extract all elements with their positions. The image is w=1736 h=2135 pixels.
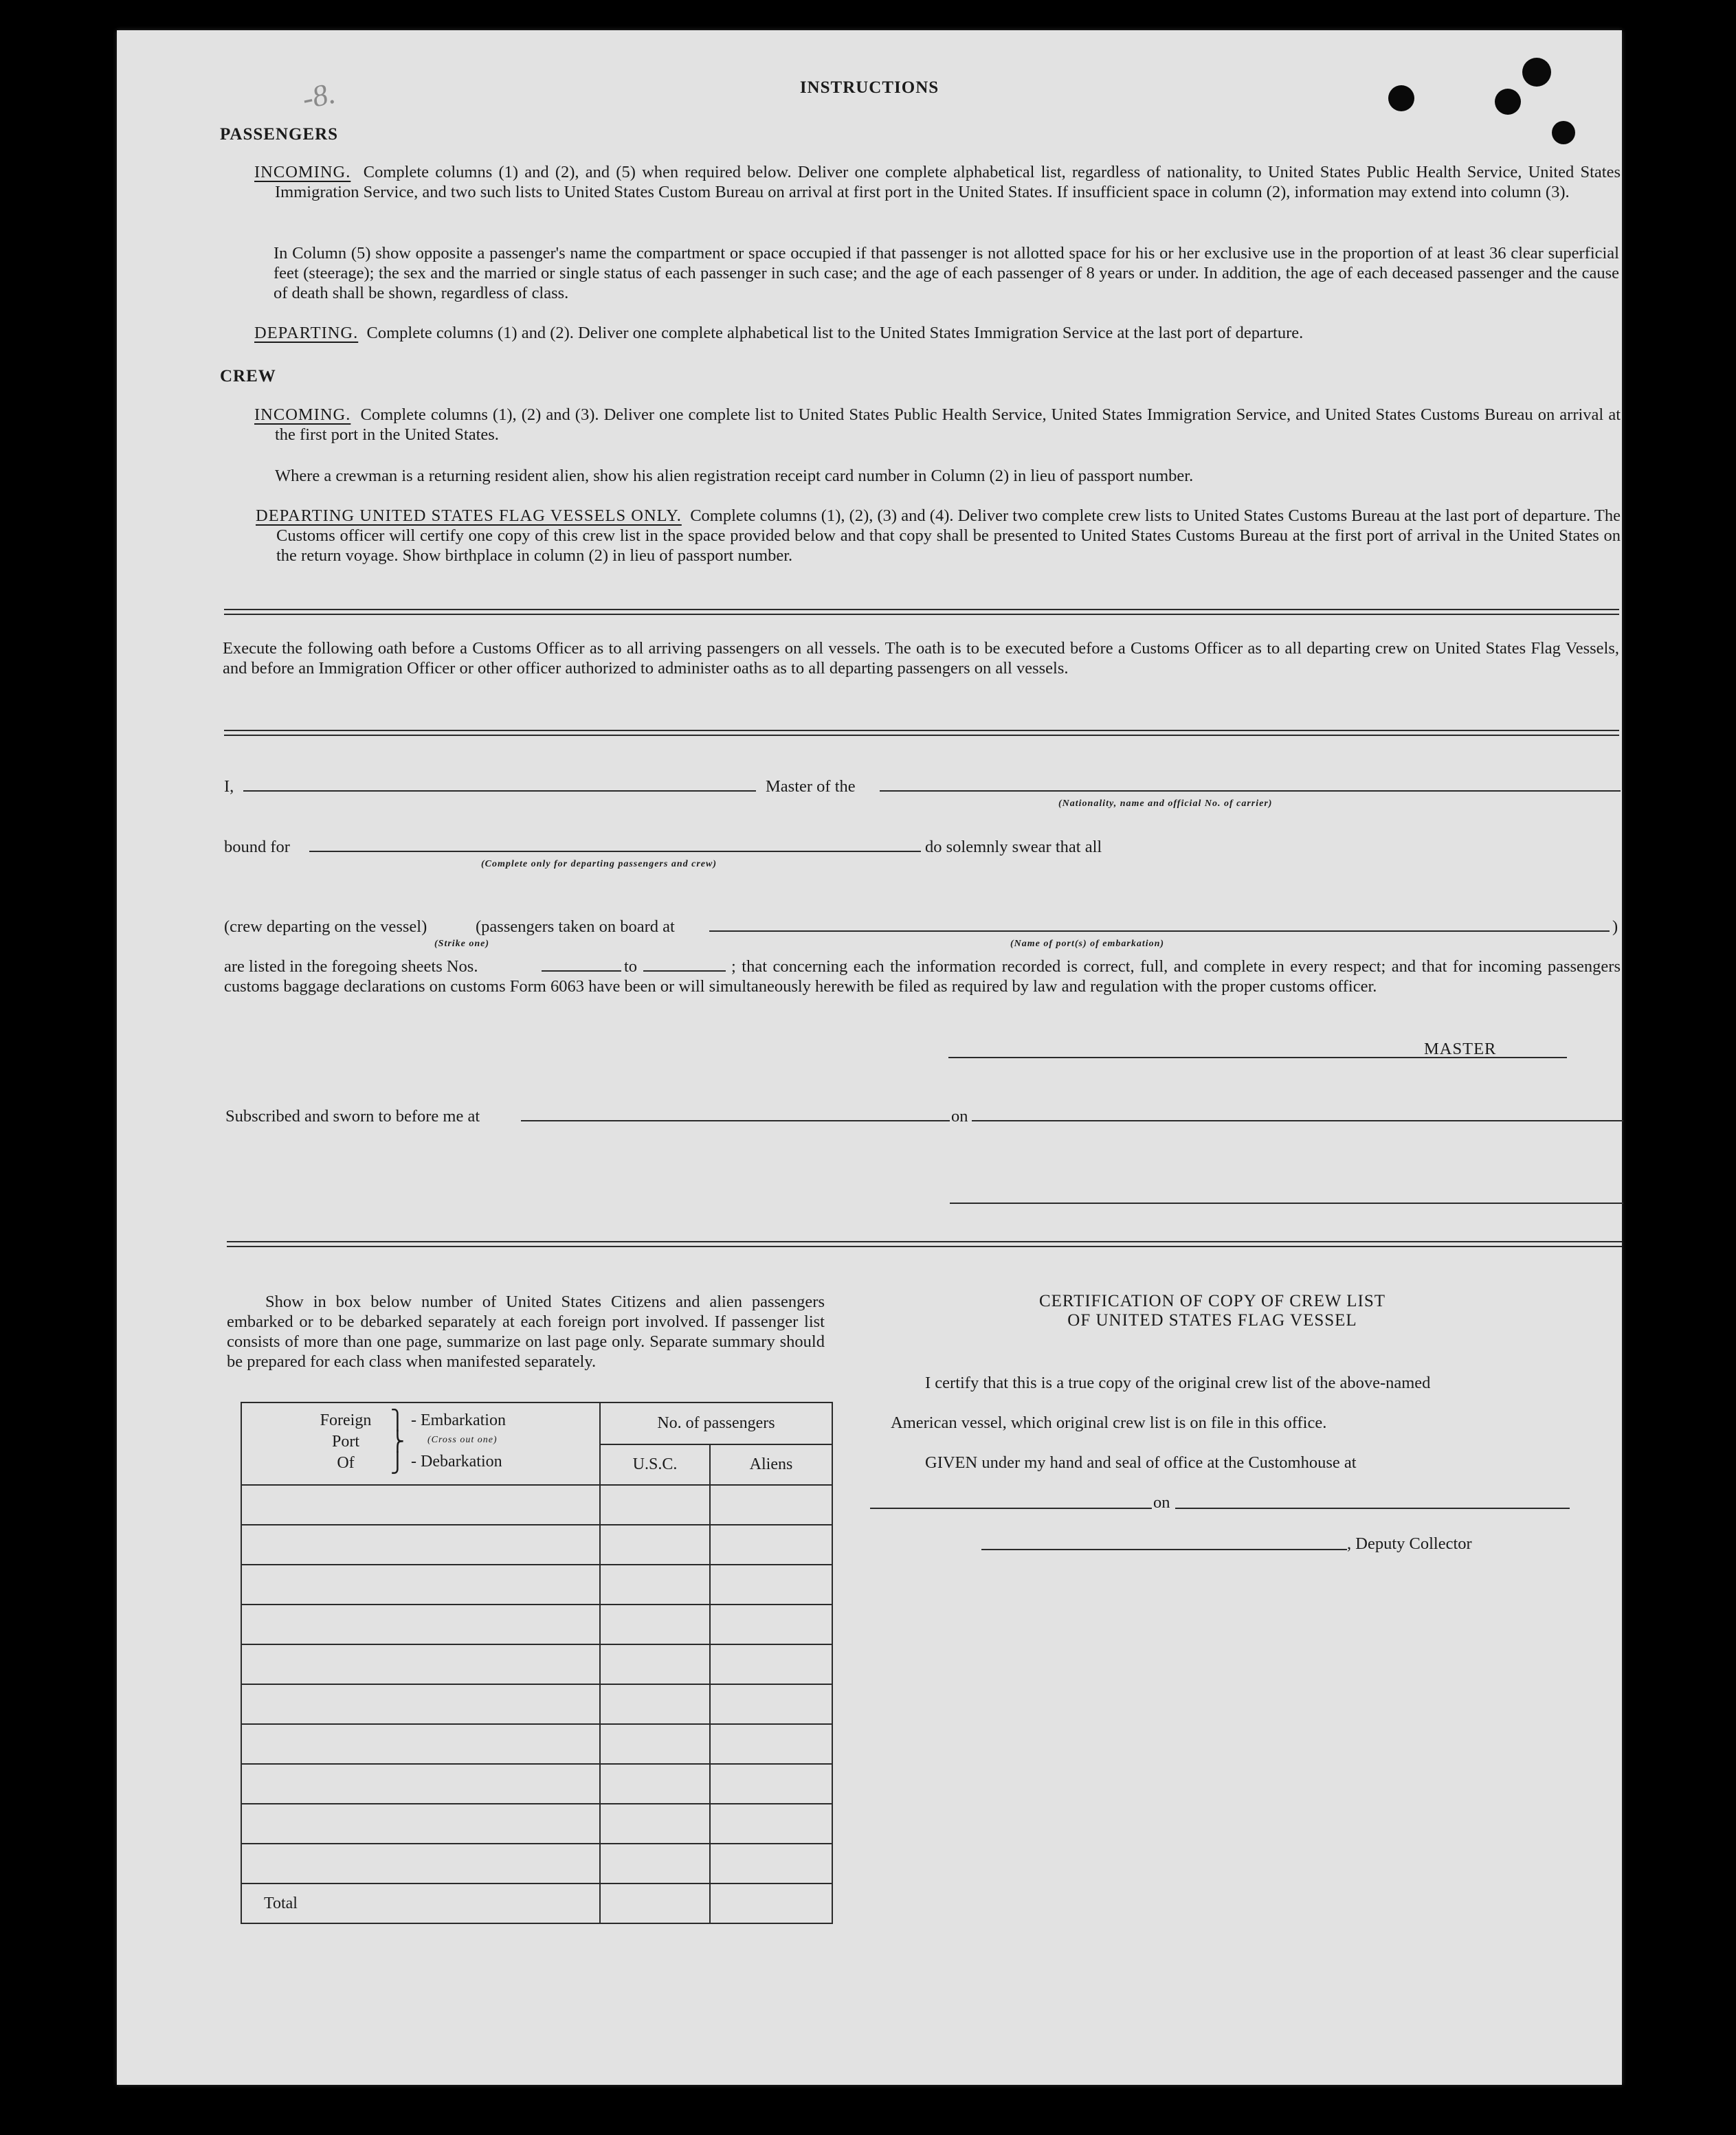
passengers-taken-option[interactable]: (passengers taken on board at xyxy=(476,917,675,936)
aliens-header: Aliens xyxy=(710,1444,832,1485)
divider-double xyxy=(227,1241,1622,1247)
table-row xyxy=(241,1525,832,1565)
customhouse-field[interactable] xyxy=(870,1508,1152,1509)
usc-cell[interactable] xyxy=(600,1605,710,1644)
divider-double xyxy=(224,609,1619,615)
usc-cell[interactable] xyxy=(600,1565,710,1605)
carrier-caption: (Nationality, name and official No. of carrier) xyxy=(1058,798,1273,809)
sworn-place-field[interactable] xyxy=(521,1120,950,1121)
usc-cell[interactable] xyxy=(600,1525,710,1565)
aliens-cell[interactable] xyxy=(710,1764,832,1804)
strike-one-caption: (Strike one) xyxy=(434,939,490,949)
form-page xyxy=(117,30,1622,2085)
port-cell[interactable] xyxy=(241,1644,600,1684)
listed-in-label: are listed in the foregoing sheets Nos. xyxy=(224,957,478,976)
summary-instructions: Show in box below number of United States Citizens and alien passengers embarked or to be debarked separately at each foreign port involved. If passenger list consists of more than one page, summarize on last page only. Separate summary should be prepared for each class when manifested separately. xyxy=(227,1293,825,1371)
usc-cell[interactable] xyxy=(600,1724,710,1764)
total-aliens-cell[interactable] xyxy=(710,1884,832,1923)
column5-paragraph: In Column (5) show opposite a passenger's name the compartment or space occupied if that passenger is not allotted space for his or her exclusive use in the proportion of at least 36 clear superficial feet (steerage); the sex and the married or single status of each passenger in such case; and the age of each passenger of 8 years or under. In addition, the age of each deceased passenger and the cause of death shall be shown, regardless of class. xyxy=(274,244,1619,302)
foreign-label: Foreign xyxy=(320,1411,372,1429)
port-label: Port xyxy=(331,1433,359,1451)
embarkation-label[interactable]: - Embarkation xyxy=(411,1411,506,1429)
port-cell[interactable] xyxy=(241,1844,600,1884)
table-row xyxy=(241,1684,832,1724)
crew-departing-option[interactable]: (crew departing on the vessel) xyxy=(224,917,427,936)
port-cell[interactable] xyxy=(241,1724,600,1764)
certification-title-line2: OF UNITED STATES FLAG VESSEL xyxy=(1067,1311,1357,1330)
aliens-cell[interactable] xyxy=(710,1605,832,1644)
crew-departing-text: Complete columns (1), (2), (3) and (4). Deliver two complete crew lists to United States Customs Bureau at the last port of departure. The Customs officer will certify one copy of this crew list in the space provided below and that copy shall be presented to United States Customs Bureau at the first port of arrival in the United States on the return voyage. Show birthplace in column (2) in lieu of passport number. xyxy=(276,506,1621,565)
passengers-incoming-text: Complete columns (1) and (2), and (5) when required below. Deliver one complete alphabetical list, regardless of nationality, to United States Public Health Service, United States Immigration Service, and two such lists to United States Custom Bureau on arrival at first port in the United States. If insufficient space in column (2), information may extend into column (3). xyxy=(275,163,1621,201)
aliens-cell[interactable] xyxy=(710,1684,832,1724)
oath-i-label: I, xyxy=(224,777,234,796)
handwritten-mark: -8. xyxy=(299,76,339,116)
debarkation-label[interactable]: - Debarkation xyxy=(411,1453,502,1471)
passengers-departing-label: DEPARTING. xyxy=(254,324,359,342)
cross-out-caption: (Cross out one) xyxy=(427,1435,498,1445)
crew-incoming-text: Complete columns (1), (2) and (3). Deliver one complete list to United States Public Health Service, United States Immigration Service, and United States Customs Bureau on arrival at the first port in the United States. xyxy=(275,405,1621,444)
certify-line2: American vessel, which original crew list is on file in this office. xyxy=(891,1413,1327,1432)
passengers-departing-text: Complete columns (1) and (2). Deliver one complete alphabetical list to the United States Immigration Service at the last port of departure. xyxy=(366,324,1304,342)
port-caption: (Name of port(s) of embarkation) xyxy=(1010,939,1165,949)
crew-departing-paragraph xyxy=(256,506,1621,566)
cert-on-label: on xyxy=(1153,1493,1170,1512)
sworn-date-field[interactable] xyxy=(972,1120,1623,1121)
aliens-cell[interactable] xyxy=(710,1485,832,1525)
total-usc-cell[interactable] xyxy=(600,1884,710,1923)
crew-heading: CREW xyxy=(220,367,276,385)
aliens-cell[interactable] xyxy=(710,1844,832,1884)
crew-incoming-label: INCOMING. xyxy=(254,405,351,424)
crewman-paragraph: Where a crewman is a returning resident alien, show his alien registration receipt card number in Column (2) in lieu of passport number. xyxy=(275,467,1194,485)
total-label: Total xyxy=(241,1884,600,1923)
usc-cell[interactable] xyxy=(600,1844,710,1884)
master-of-label: Master of the xyxy=(766,777,856,796)
officer-signature-field[interactable] xyxy=(950,1203,1623,1204)
table-row xyxy=(241,1605,832,1644)
deputy-collector-label: , Deputy Collector xyxy=(1347,1534,1472,1553)
bound-for-label: bound for xyxy=(224,838,290,856)
foreign-port-header xyxy=(241,1402,600,1485)
passengers-heading: PASSENGERS xyxy=(220,125,339,144)
crew-incoming-paragraph xyxy=(254,405,1621,445)
passenger-summary-table xyxy=(241,1402,833,1924)
close-paren: ) xyxy=(1612,917,1618,936)
aliens-cell[interactable] xyxy=(710,1804,832,1844)
port-cell[interactable] xyxy=(241,1764,600,1804)
master-name-field[interactable] xyxy=(243,790,756,792)
bound-for-caption: (Complete only for departing passengers and crew) xyxy=(481,859,717,869)
given-line: GIVEN under my hand and seal of office at the Customhouse at xyxy=(925,1453,1357,1472)
table-row xyxy=(241,1804,832,1844)
table-row xyxy=(241,1644,832,1684)
oath-instructions: Execute the following oath before a Customs Officer as to all arriving passengers on all vessels. The oath is to be executed before a Customs Officer as to all departing crew on United States Flag Vessels, and before an Immigration Officer or other officer authorized to administer oaths as to all departing passengers on all vessels. xyxy=(223,639,1619,678)
usc-cell[interactable] xyxy=(600,1804,710,1844)
certification-title xyxy=(869,1292,1556,1330)
table-row xyxy=(241,1844,832,1884)
port-cell[interactable] xyxy=(241,1485,600,1525)
passengers-incoming-label: INCOMING. xyxy=(254,163,351,181)
table-row xyxy=(241,1724,832,1764)
table-row xyxy=(241,1485,832,1525)
divider-double xyxy=(224,730,1619,736)
certification-title-line1: CERTIFICATION OF COPY OF CREW LIST xyxy=(1038,1292,1386,1310)
passengers-departing-paragraph xyxy=(254,323,1621,343)
usc-header: U.S.C. xyxy=(600,1444,710,1485)
crew-departing-label: DEPARTING UNITED STATES FLAG VESSELS ONLY. xyxy=(256,506,682,525)
usc-cell[interactable] xyxy=(600,1684,710,1724)
usc-cell[interactable] xyxy=(600,1644,710,1684)
port-cell[interactable] xyxy=(241,1565,600,1605)
port-cell[interactable] xyxy=(241,1525,600,1565)
port-cell[interactable] xyxy=(241,1804,600,1844)
deputy-signature-field[interactable] xyxy=(981,1549,1347,1550)
to-label: to xyxy=(624,957,638,976)
of-label: Of xyxy=(337,1454,355,1472)
statement-text: ; that concerning each the information recorded is correct, full, and complete in every respect; and that for incoming passengers customs baggage declarations on customs Form 6063 have been or will simultaneously herewith be filed as required by law and regulation with the proper customs officer. xyxy=(224,957,1621,996)
master-label: MASTER xyxy=(1424,1040,1497,1058)
passengers-incoming-paragraph xyxy=(254,162,1621,202)
on-label: on xyxy=(951,1107,968,1126)
embarkation-port-field[interactable] xyxy=(709,930,1610,932)
port-cell[interactable] xyxy=(241,1605,600,1644)
subscribed-label: Subscribed and sworn to before me at xyxy=(225,1107,480,1126)
table-row xyxy=(241,1764,832,1804)
aliens-cell[interactable] xyxy=(710,1644,832,1684)
port-cell[interactable] xyxy=(241,1684,600,1724)
table-row xyxy=(241,1565,832,1605)
cert-date-field[interactable] xyxy=(1175,1508,1570,1509)
punch-hole xyxy=(1552,121,1575,144)
carrier-field[interactable] xyxy=(880,790,1621,792)
no-of-passengers-header: No. of passengers xyxy=(600,1402,832,1444)
aliens-cell[interactable] xyxy=(710,1565,832,1605)
brace-icon: ⎫ ⎬ ⎭ xyxy=(390,1410,405,1474)
bound-for-field[interactable] xyxy=(309,851,921,852)
certify-line1: I certify that this is a true copy of the original crew list of the above-named xyxy=(925,1374,1431,1392)
swear-text: do solemnly swear that all xyxy=(925,838,1102,856)
aliens-cell[interactable] xyxy=(710,1525,832,1565)
page-title: INSTRUCTIONS xyxy=(799,78,939,97)
usc-cell[interactable] xyxy=(600,1485,710,1525)
aliens-cell[interactable] xyxy=(710,1724,832,1764)
usc-cell[interactable] xyxy=(600,1764,710,1804)
